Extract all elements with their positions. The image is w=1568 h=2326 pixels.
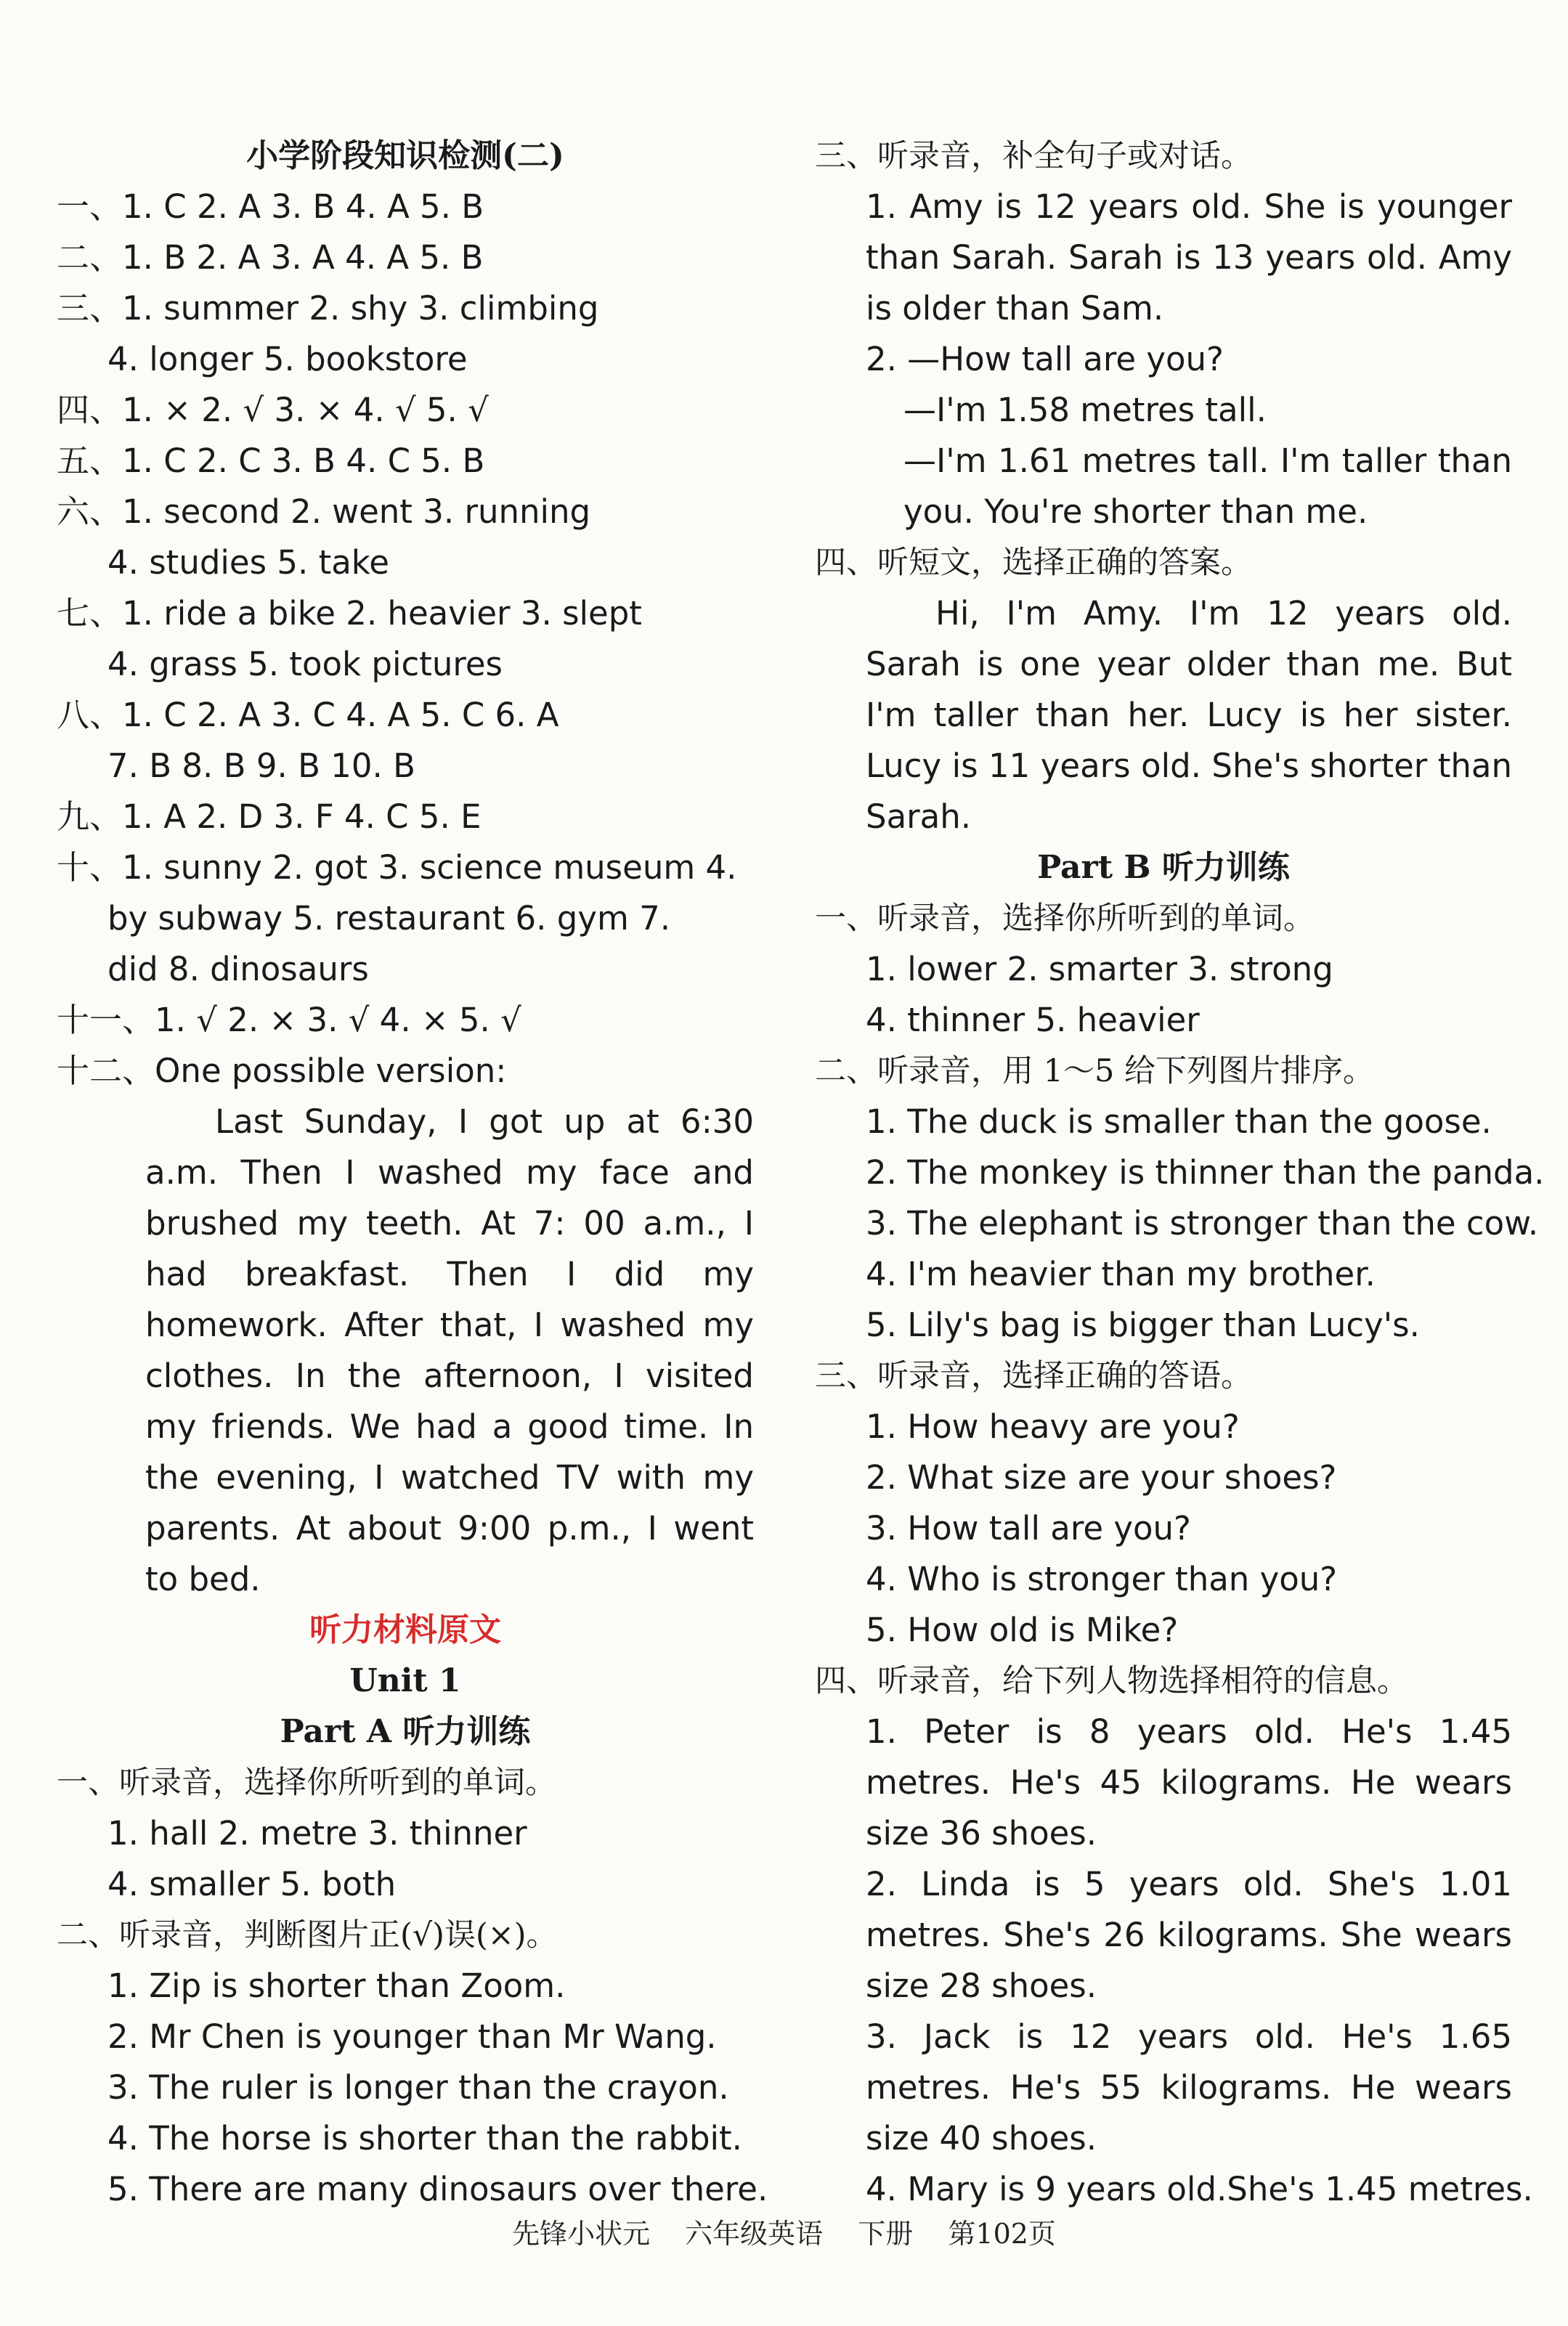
info-paragraph: 1. Peter is 8 years old. He's 1.45 metres. He's 45 kilograms. He wears size 36 shoes. <box>866 1712 1512 1853</box>
info-paragraph: 2. Linda is 5 years old. She's 1.01 metres. She's 26 kilograms. She wears size 28 shoes. <box>866 1865 1512 2005</box>
section-heading: 一、听录音，选择你所听到的单词。 <box>815 900 1315 937</box>
unit-title: Unit 1 <box>349 1662 461 1699</box>
section-heading: 一、听录音，选择你所听到的单词。 <box>57 1765 556 1801</box>
answer-line: 五、1. C 2. C 3. B 4. C 5. B <box>57 442 485 480</box>
list-item: 2. What size are your shoes? <box>866 1458 1337 1497</box>
essay-text: Last Sunday, I got up at 6:30 a.m. Then I washed my face and brushed my teeth. At 7: 00 a.m., I had breakfast. Then I did my homework. After that, I washed my clothes. In the afternoon, I visited my friends. We had a good time. In the evening, I watched TV with my parents. At about 9:00 p.m., I went to bed. <box>145 1102 754 1598</box>
right-column <box>815 131 1545 2215</box>
answer-line: 4. longer 5. bookstore <box>107 340 468 378</box>
list-item: 5. Lily's bag is bigger than Lucy's. <box>866 1306 1420 1344</box>
dialogue-line: —I'm 1.58 metres tall. <box>903 391 1267 429</box>
answer-line: 十二、One possible version: <box>57 1052 507 1090</box>
list-item: 5. How old is Mike? <box>866 1611 1179 1649</box>
word-line: 1. lower 2. smarter 3. strong <box>866 950 1333 988</box>
listening-title: 听力材料原文 <box>309 1611 501 1648</box>
answer-line: 四、1. × 2. √ 3. × 4. √ 5. √ <box>57 391 489 429</box>
section-heading: 二、听录音，判断图片正(√)误(×)。 <box>57 1917 558 1953</box>
answer-line: 4. studies 5. take <box>107 543 389 582</box>
section-heading: 三、听录音，补全句子或对话。 <box>815 138 1252 174</box>
list-item: 2. Mr Chen is younger than Mr Wang. <box>107 2017 717 2056</box>
footer-volume: 下册 <box>858 2218 914 2250</box>
list-item: 3. How tall are you? <box>866 1509 1191 1548</box>
test-title: 小学阶段知识检测(二) <box>246 137 564 174</box>
word-line: 4. thinner 5. heavier <box>866 1001 1200 1039</box>
list-item: 1. Zip is shorter than Zoom. <box>107 1967 566 2005</box>
part-b-title: Part B 听力训练 <box>1037 849 1290 886</box>
info-line: 4. Mary is 9 years old.She's 1.45 metres. <box>866 2170 1533 2208</box>
answer-line: 一、1. C 2. A 3. B 4. A 5. B <box>57 187 484 226</box>
dialogue-paragraph: —I'm 1.61 metres tall. I'm taller than you. You're shorter than me. <box>903 442 1512 531</box>
answer-line: 二、1. B 2. A 3. A 4. A 5. B <box>57 238 484 277</box>
dialogue-paragraph: 1. Amy is 12 years old. She is younger than Sarah. Sarah is 13 years old. Amy is older than Sam. <box>866 187 1512 328</box>
section-heading: 二、听录音，用 1～5 给下列图片排序。 <box>815 1053 1375 1089</box>
info-paragraph: 3. Jack is 12 years old. He's 1.65 metres. He's 55 kilograms. He wears size 40 shoes. <box>866 2017 1512 2158</box>
answer-line: 三、1. summer 2. shy 3. climbing <box>57 289 599 328</box>
answer-line: 七、1. ride a bike 2. heavier 3. slept <box>57 594 642 633</box>
answer-line: did 8. dinosaurs <box>107 950 369 988</box>
answer-lines <box>57 182 754 1097</box>
word-line: 1. hall 2. metre 3. thinner <box>107 1814 527 1853</box>
footer-grade: 六年级英语 <box>685 2218 824 2250</box>
answer-line: 十一、1. √ 2. × 3. √ 4. × 5. √ <box>57 1001 521 1039</box>
section-heading: 四、听短文，选择正确的答案。 <box>815 545 1252 581</box>
list-item: 3. The ruler is longer than the crayon. <box>107 2068 729 2107</box>
footer-book: 先锋小状元 <box>512 2218 651 2250</box>
list-item: 2. The monkey is thinner than the panda. <box>866 1153 1545 1192</box>
list-item: 4. Who is stronger than you? <box>866 1560 1338 1598</box>
list-item: 3. The elephant is stronger than the cow. <box>866 1204 1539 1243</box>
footer-page-number: 第102页 <box>948 2218 1056 2250</box>
dialogue-line: 2. —How tall are you? <box>866 340 1224 378</box>
answer-line: 九、1. A 2. D 3. F 4. C 5. E <box>57 797 482 836</box>
answer-line: 十、1. sunny 2. got 3. science museum 4. <box>57 848 737 887</box>
list-item: 4. I'm heavier than my brother. <box>866 1255 1376 1293</box>
passage-text: Hi, I'm Amy. I'm 12 years old. Sarah is one year older than me. But I'm taller than her. Lucy is her sister. Lucy is 11 years old. She's shorter than Sarah. <box>866 594 1512 836</box>
part-a-title: Part A 听力训练 <box>280 1713 531 1750</box>
word-line: 4. smaller 5. both <box>107 1865 397 1903</box>
list-item: 1. The duck is smaller than the goose. <box>866 1102 1492 1141</box>
answer-line: 4. grass 5. took pictures <box>107 645 503 683</box>
section-heading: 四、听录音，给下列人物选择相符的信息。 <box>815 1663 1408 1699</box>
answer-line: 7. B 8. B 9. B 10. B <box>107 747 415 785</box>
essay-paragraph <box>57 1097 754 1605</box>
list-item: 1. How heavy are you? <box>866 1407 1240 1446</box>
page-footer <box>0 2211 1568 2251</box>
list-item: 5. There are many dinosaurs over there. <box>107 2170 768 2208</box>
answer-line: by subway 5. restaurant 6. gym 7. <box>107 899 671 938</box>
passage-paragraph <box>815 588 1512 842</box>
list-item: 4. The horse is shorter than the rabbit. <box>107 2119 742 2158</box>
answer-line: 八、1. C 2. A 3. C 4. A 5. C 6. A <box>57 696 559 734</box>
left-column <box>57 131 768 2215</box>
answer-line: 六、1. second 2. went 3. running <box>57 492 591 531</box>
section-heading: 三、听录音，选择正确的答语。 <box>815 1358 1252 1394</box>
